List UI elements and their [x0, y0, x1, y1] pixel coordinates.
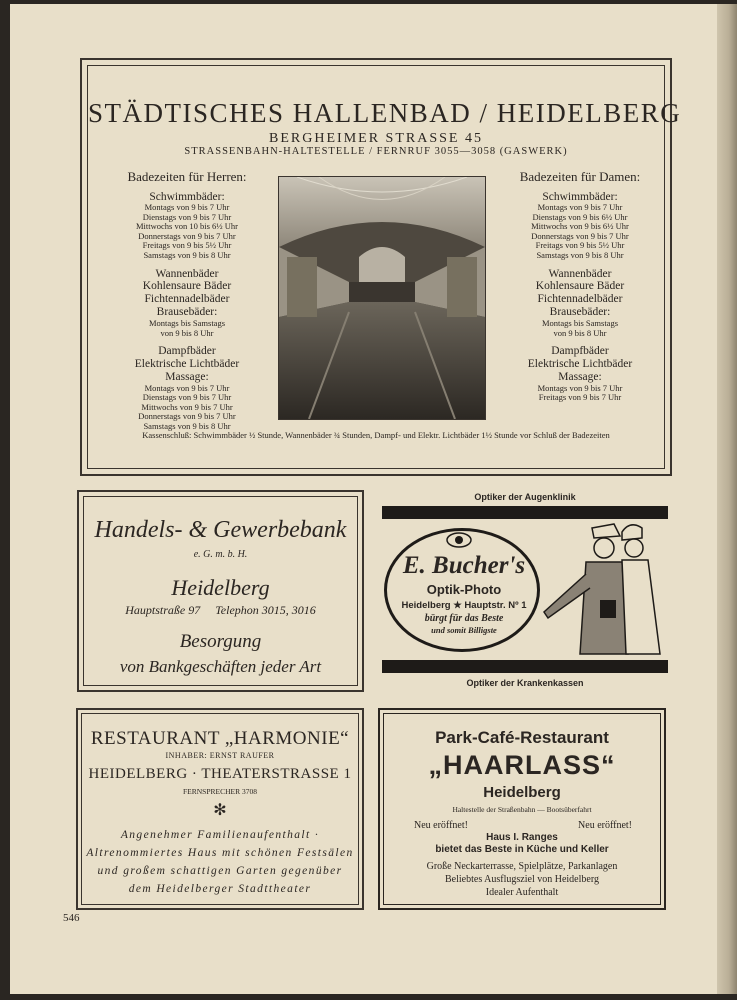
- schedule-row: Montags von 9 bis 7 Uhr: [144, 382, 230, 393]
- schedule-gap: [102, 261, 272, 268]
- herren-schedule: [102, 170, 272, 431]
- schedule-heading: Badezeiten für Damen:: [519, 169, 641, 184]
- bank-city: Heidelberg: [171, 575, 270, 600]
- bank-ad: [77, 490, 364, 692]
- harmonie-line: und großem schattigen Garten gegenüber: [97, 865, 343, 877]
- schedule-group-title: Massage:: [165, 370, 209, 383]
- schedule-row: Mittwochs von 9 bis 6½ Uhr: [531, 221, 629, 232]
- optik-slogan-1: bürgt für das Beste: [424, 613, 504, 624]
- schedule-group-title: Dampfbäder: [551, 345, 609, 358]
- optik-top-caption: Optiker der Augenklinik: [474, 492, 576, 502]
- harmonie-ad: [76, 708, 364, 910]
- schedule-row: Montags von 9 bis 7 Uhr: [537, 382, 623, 393]
- schedule-row: Freitags von 9 bis 7 Uhr: [538, 392, 622, 403]
- harmonie-address: HEIDELBERG · THEATERSTRASSE 1: [88, 766, 352, 782]
- haarlass-title: Park-Café-Restaurant: [435, 728, 609, 747]
- bank-form: e. G. m. b. H.: [193, 549, 248, 560]
- optik-ad: [380, 490, 670, 696]
- schedule-group-title: Massage:: [558, 370, 602, 383]
- harmonie-owner: INHABER: ERNST RAUFER: [165, 751, 275, 760]
- schedule-row: Montags bis Samstags: [541, 318, 619, 329]
- bank-address: Hauptstraße 97 Telephon 3015, 3016: [125, 603, 316, 617]
- haarlass-rank-2: bietet das Beste in Küche und Keller: [435, 844, 609, 855]
- haarlass-name: „HAARLASS“: [428, 750, 616, 780]
- haarlass-open-left: Neu eröffnet!: [414, 820, 468, 831]
- schedule-group-title: Schwimmbäder:: [542, 190, 618, 203]
- schedule-row: Donnerstags von 9 bis 7 Uhr: [531, 230, 629, 241]
- schedule-row: Montags von 9 bis 7 Uhr: [144, 202, 230, 213]
- bank-name: Handels- & Gewerbebank: [94, 517, 347, 543]
- schedule-row: Montags von 9 bis 7 Uhr: [537, 202, 623, 213]
- schedule-group-title: Kohlensaure Bäder: [535, 280, 625, 293]
- haarlass-open-right: Neu eröffnet!: [578, 820, 632, 831]
- damen-schedule: [495, 170, 665, 403]
- schedule-group-title: Kohlensaure Bäder: [142, 280, 232, 293]
- page-number: 546: [63, 912, 80, 924]
- haarlass-ad: [378, 708, 666, 910]
- optik-sub: Optik-Photo: [426, 582, 502, 597]
- hallenbad-title: STÄDTISCHES HALLENBAD / HEIDELBERG: [88, 98, 682, 128]
- harmonie-line: Altrenommiertes Haus mit schönen Festsälen: [86, 847, 354, 859]
- bank-line1: Besorgung: [179, 631, 262, 652]
- harmonie-line: Angenehmer Familienaufenthalt ·: [120, 829, 320, 841]
- optik-bottom-bar: [382, 660, 668, 673]
- schedule-heading: Badezeiten für Herren:: [127, 169, 247, 184]
- schedule-row: Dienstags von 9 bis 7 Uhr: [142, 392, 232, 403]
- schedule-row: Samstags von 9 bis 8 Uhr: [143, 420, 231, 431]
- haarlass-rank-1: Haus I. Ranges: [486, 832, 558, 843]
- schedule-gap: [495, 338, 665, 345]
- schedule-group-title: Brausebäder:: [549, 306, 611, 319]
- schedule-row: von 9 bis 8 Uhr: [160, 327, 214, 338]
- schedule-group-title: Wannenbäder: [548, 267, 612, 280]
- schedule-group-title: Schwimmbäder:: [149, 190, 225, 203]
- schedule-row: Samstags von 9 bis 8 Uhr: [143, 250, 231, 260]
- schedule-row: Montags bis Samstags: [148, 318, 226, 329]
- haarlass-line: Idealer Aufenthalt: [485, 887, 559, 898]
- couple-illustration: [530, 514, 664, 660]
- star-icon: ✻: [213, 802, 227, 819]
- haarlass-text: [384, 860, 660, 899]
- schedule-gap: [495, 261, 665, 268]
- schedule-row: Donnerstags von 9 bis 7 Uhr: [138, 230, 236, 241]
- optik-address: Heidelberg ★ Hauptstr. Nº 1: [401, 600, 527, 611]
- schedule-row: Mittwochs von 9 bis 7 Uhr: [141, 401, 233, 412]
- harmonie-text: [82, 826, 358, 898]
- schedule-group-title: Brausebäder:: [156, 306, 218, 319]
- schedule-group-title: Fichtennadelbäder: [144, 293, 230, 306]
- page-edge: [717, 4, 737, 994]
- haarlass-stop: Haltestelle der Straßenbahn — Bootsüberfahrt: [452, 805, 592, 814]
- hallenbad-ad: [80, 58, 682, 476]
- optik-bottom-caption: Optiker der Krankenkassen: [466, 678, 584, 688]
- harmonie-phone: FERNSPRECHER 3708: [183, 787, 257, 796]
- haarlass-line: Große Neckarterrasse, Spielplätze, Parkanlagen: [426, 861, 618, 872]
- optik-name: E. Bucher's: [402, 552, 526, 579]
- hallenbad-inner-frame: [87, 65, 682, 469]
- schedule-group-title: Fichtennadelbäder: [537, 293, 623, 306]
- schedule-row: von 9 bis 8 Uhr: [553, 327, 607, 338]
- schedule-group-title: Elektrische Lichtbäder: [134, 357, 240, 370]
- schedule-group-title: Dampfbäder: [158, 345, 216, 358]
- schedule-row: Freitags von 9 bis 5½ Uhr: [142, 240, 232, 251]
- haarlass-city: Heidelberg: [483, 784, 561, 801]
- hallenbad-photo: [278, 176, 486, 420]
- haarlass-line: Beliebtes Ausflugsziel von Heidelberg: [445, 874, 599, 885]
- bank-line2: von Bankgeschäften jeder Art: [119, 657, 322, 676]
- hallenbad-street: BERGHEIMER STRASSE 45: [269, 131, 483, 146]
- schedule-group-title: Elektrische Lichtbäder: [527, 357, 633, 370]
- schedule-row: Donnerstags von 9 bis 7 Uhr: [138, 411, 236, 422]
- schedule-row: Freitags von 9 bis 5½ Uhr: [535, 240, 625, 251]
- schedule-row: Dienstags von 9 bis 7 Uhr: [142, 211, 232, 222]
- harmonie-inner-frame: [81, 713, 359, 905]
- harmonie-line: dem Heidelberger Stadttheater: [128, 883, 312, 895]
- schedule-gap: [102, 338, 272, 345]
- schedule-group-title: Wannenbäder: [155, 267, 219, 280]
- schedule-row: Dienstags von 9 bis 6½ Uhr: [532, 211, 628, 222]
- kassenschluss-note: Kassenschluß: Schwimmbäder ½ Stunde, Wannenbäder ¾ Stunden, Dampf- und Elektr. Lichtbäder 1½ Stunde vor Schluß der Badezeiten: [142, 430, 610, 440]
- haarlass-inner-frame: [383, 713, 661, 905]
- schedule-row: Mittwochs von 10 bis 6½ Uhr: [136, 221, 238, 232]
- optik-slogan-2: und somit Billigste: [431, 625, 497, 635]
- hallenbad-tram: STRASSENBAHN-HALTESTELLE / FERNRUF 3055—3058 (GASWERK): [184, 146, 568, 157]
- harmonie-title: RESTAURANT „HARMONIE“: [90, 728, 350, 749]
- schedule-row: Samstags von 9 bis 8 Uhr: [536, 250, 624, 260]
- eye-icon: [446, 530, 472, 550]
- bank-inner-frame: [83, 496, 358, 686]
